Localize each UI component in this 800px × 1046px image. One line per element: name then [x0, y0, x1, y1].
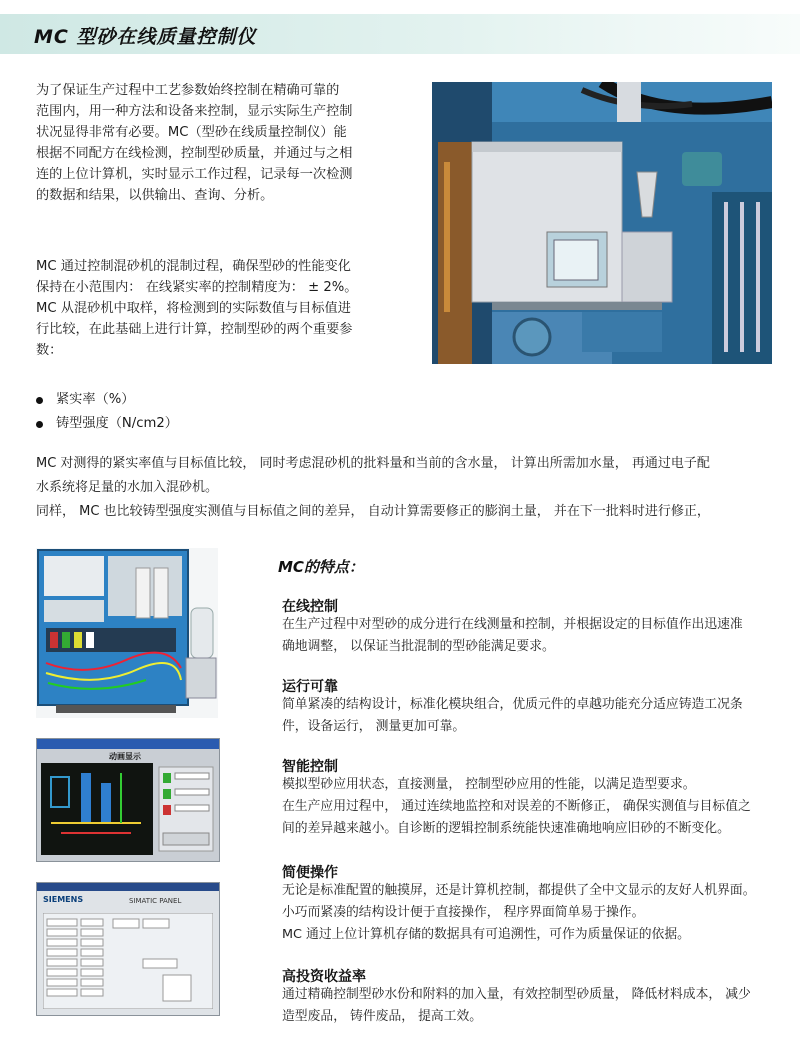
panel-label: SIMATIC PANEL — [129, 897, 182, 905]
text-line: 数： — [36, 343, 63, 358]
list-item: 紧实率（%） — [36, 388, 178, 412]
control-cabinet-illustration — [36, 548, 218, 718]
intro-paragraph-1 — [36, 80, 353, 206]
text-line: 简单紧凑的结构设计，标准化模块组合，优质元件的卓越功能充分适应铸造工况条 — [282, 697, 743, 712]
page-title: MC 型砂在线质量控制仪 — [34, 26, 257, 48]
text-line: 行比较，在此基础上进行计算，控制型砂的两个重要参 — [36, 322, 353, 337]
text-line: 造型废品， 铸件废品， 提高工效。 — [282, 1009, 483, 1024]
animation-screen-graphic — [41, 763, 215, 857]
intro-paragraph-3 — [36, 452, 710, 524]
text-line: 间的差异越来越小。自诊断的逻辑控制系统能快速准确地响应旧砂的不断变化。 — [282, 821, 730, 836]
parameter-list — [36, 388, 178, 436]
screen-titlebar — [37, 739, 219, 749]
feature-heading-high-roi: 高投资收益率 — [282, 969, 366, 985]
text-line: 件，设备运行， 测量更加可靠。 — [282, 719, 466, 734]
feature-text-easy-operation — [282, 880, 755, 946]
list-item: 铸型强度（N/cm2） — [36, 412, 178, 436]
text-line: 无论是标准配置的触摸屏，还是计算机控制，都提供了全中文显示的友好人机界面。 — [282, 883, 756, 898]
text-line: 连的上位计算机，实时显示工作过程，记录每一次检测 — [36, 167, 353, 182]
text-line: 范围内，用一种方法和设备来控制，显示实际生产控制 — [36, 104, 353, 119]
feature-text-intelligent — [282, 774, 751, 840]
features-title: MC的特点： — [278, 558, 364, 576]
text-line: 在生产应用过程中， 通过连续地监控和对误差的不断修正， 确保实测值与目标值之 — [282, 799, 751, 814]
screen-titlebar — [37, 883, 219, 891]
machine-photo-illustration — [432, 82, 772, 364]
text-line: MC 通过上位计算机存储的数据具有可追溯性，可作为质量保证的依据。 — [282, 927, 690, 942]
bullet-icon — [36, 421, 43, 428]
text-line: 保持在小范围内： 在线紧实率的控制精度为： ± 2%。 — [36, 280, 358, 295]
text-line: 为了保证生产过程中工艺参数始终控制在精确可靠的 — [36, 83, 340, 98]
text-line: MC 通过控制混砂机的混制过程，确保型砂的性能变化 — [36, 259, 351, 274]
feature-heading-online-control: 在线控制 — [282, 599, 338, 615]
feature-heading-reliable: 运行可靠 — [282, 679, 338, 695]
text-line: 模拟型砂应用状态，直接测量， 控制型砂应用的性能，以满足造型要求。 — [282, 777, 696, 792]
feature-text-online-control — [282, 614, 743, 658]
feature-text-reliable — [282, 694, 743, 738]
control-cabinet-photo — [36, 548, 218, 718]
text-line: 的数据和结果，以供输出、查询、分析。 — [36, 188, 274, 203]
text-line: 通过精确控制型砂水份和附料的加入量，有效控制型砂质量， 降低材料成本， 减少 — [282, 987, 751, 1002]
text-line: 根据不同配方在线检测，控制型砂质量，并通过与之相 — [36, 146, 353, 161]
feature-text-high-roi — [282, 984, 751, 1028]
text-line: 在生产过程中对型砂的成分进行在线测量和控制，并根据设定的目标值作出迅速准 — [282, 617, 743, 632]
feature-heading-easy-operation: 简便操作 — [282, 865, 338, 881]
panel-screen-graphic — [43, 913, 213, 1009]
screen-title: 动画显示 — [109, 752, 141, 761]
animation-screen — [36, 738, 220, 862]
text-line: 同样， MC 也比较铸型强度实测值与目标值之间的差异， 自动计算需要修正的膨润土量， 并在下一批料时进行修正， — [36, 504, 710, 519]
text-line: 状况显得非常有必要。MC（型砂在线质量控制仪）能 — [36, 125, 347, 140]
text-line: 水系统将足量的水加入混砂机。 — [36, 480, 219, 495]
bullet-icon — [36, 397, 43, 404]
feature-heading-intelligent: 智能控制 — [282, 759, 338, 775]
text-line: 确地调整， 以保证当批混制的型砂能满足要求。 — [282, 639, 555, 654]
text-line: MC 对测得的紧实率值与目标值比较， 同时考虑混砂机的批料量和当前的含水量， 计算出所需加水量， 再通过电子配 — [36, 456, 710, 471]
intro-paragraph-2 — [36, 256, 357, 361]
siemens-panel-screen — [36, 882, 220, 1016]
machine-photo — [432, 82, 772, 364]
text-line: MC 从混砂机中取样，将检测到的实际数值与目标值进 — [36, 301, 351, 316]
siemens-logo: SIEMENS — [43, 895, 84, 904]
text-line: 小巧而紧凑的结构设计便于直接操作， 程序界面简单易于操作。 — [282, 905, 645, 920]
